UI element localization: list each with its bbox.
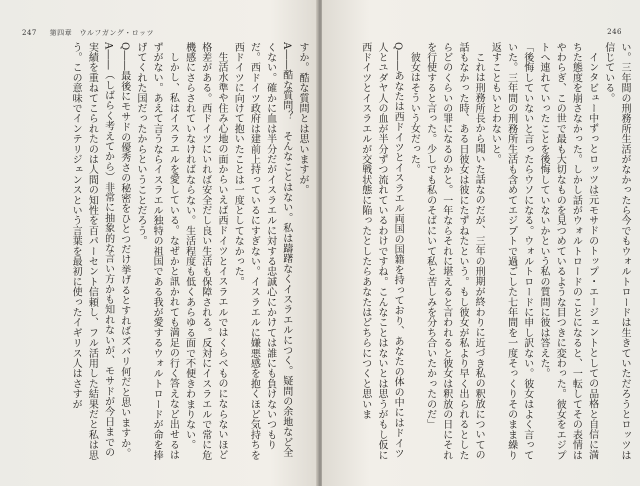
left-page-header	[22, 28, 154, 38]
right-page	[322, 0, 640, 486]
right-page-number: 246	[607, 28, 622, 36]
right-paragraph-3: これは刑務所長から聞いた話なのだが、三年の刑期が終わりに近づき私の釈放についての話もなかった時、ある日彼女は彼にたずねたという。もし彼女が私より早く出られるとしたらどのくらいの罪になるのかと。一年ならそれに堪えると言われると彼女は釈放の日にそれを行使すると言った。少しでも私のそばにいて私と苦しみを分ち合いたかったのだ」	[424, 42, 485, 461]
left-page-number: 247	[22, 29, 37, 37]
right-page-body	[330, 42, 632, 462]
right-paragraph-1: インタビュー中ずっとロッツは元モサドのトップ・エージェントとしての品格と自信に満ちた態度を崩さなかった。しかし話がウォルトロードのことになると、一転してその表情はやわらぎ、この世で最も大切なものを見つめているような目つきに変わった。彼女をエジプトへ連れていったことを後悔していないかという私の質問に彼は答えた。	[537, 42, 598, 461]
chapter-header: 第四章 ウルフガング・ロッツ	[49, 29, 155, 37]
left-page-body	[24, 42, 310, 462]
right-paragraph-4: 彼女はそういう女だった。	[408, 52, 420, 175]
right-page-header	[607, 28, 622, 36]
left-page	[0, 0, 318, 486]
left-paragraph-3: しかし、私はイスラエルを愛している。なぜかと訊かれても満足の行く答えなど出せるはずがない。あえて言うならイスラエル独特の祖国である我が愛するウォルトロードが命を捧げてくれた国だったからということだろう。	[134, 42, 179, 461]
right-paragraph-2: 「後悔していないと言ったらウソになる。ウォルトロードに申し訳ない。彼女はよく言っていた。三年間の刑務所生活も含めてエジプトで過ごした七年間を一度そっくりそのまま繰り返すこともいとわないと。	[489, 42, 533, 461]
left-paragraph-0: すか。酷な質問とは思いますが。	[297, 42, 308, 195]
left-paragraph-2: 生活水準や住み心地の面からいえば西ドイツとイスラエルではくらべものにならないほど格差がある。西ドイツにいれば安全だし良い生活も保障される。反対にイスラエルで常に危機感にさらされていなければならない。生活程度も低くあらゆる面で不便きわまりない。	[183, 42, 227, 461]
right-paragraph-0: い。三年間の刑務所生活がなかったら今でもウォルトロードは生きていただろうとロッツは信じている。	[602, 42, 630, 461]
left-paragraph-1: A――酷な質問？ そんなことはない。私は躊躇なくイスラエルにつく。疑問の余地など全くない。確かに血は半分だがイスラエルに対する忠誠心にかけては誰にも負けないつもりだ。西ドイツ政府は建前上持っているにすぎない。イスラエルに嫌悪感を抱くほど気持ちを西ドイツに向けて抱いたことは一度としてなかった。	[232, 42, 292, 461]
right-paragraph-5: Q――あなたは西ドイツとイスラエル両国の国籍を持っており、あなたの体の中にはドイツ人とユダヤ人の血が半分ずつ流れているわけですね。こんなことはないとは思うがもし仮に西ドイツとイスラエルが交戦状態に陥ったとしたらあなたはどちらにつくと思いま	[359, 42, 404, 461]
left-paragraph-5: A――（しばらく考えてから）非常に抽象的な言い方かも知れないが、モサドが今日までの実績を重ねてこられたのは人間の知性を百パーセント信頼し、フル活用した結果だと私は思う。この意味でインテリジェンスという言葉を最初に使ったイギリス人はさすが	[70, 42, 114, 461]
left-paragraph-4: Q――最後にモサドの優秀さの秘密をひとつだけ挙げるとすればズバリ何だと思いますか。	[118, 42, 130, 459]
